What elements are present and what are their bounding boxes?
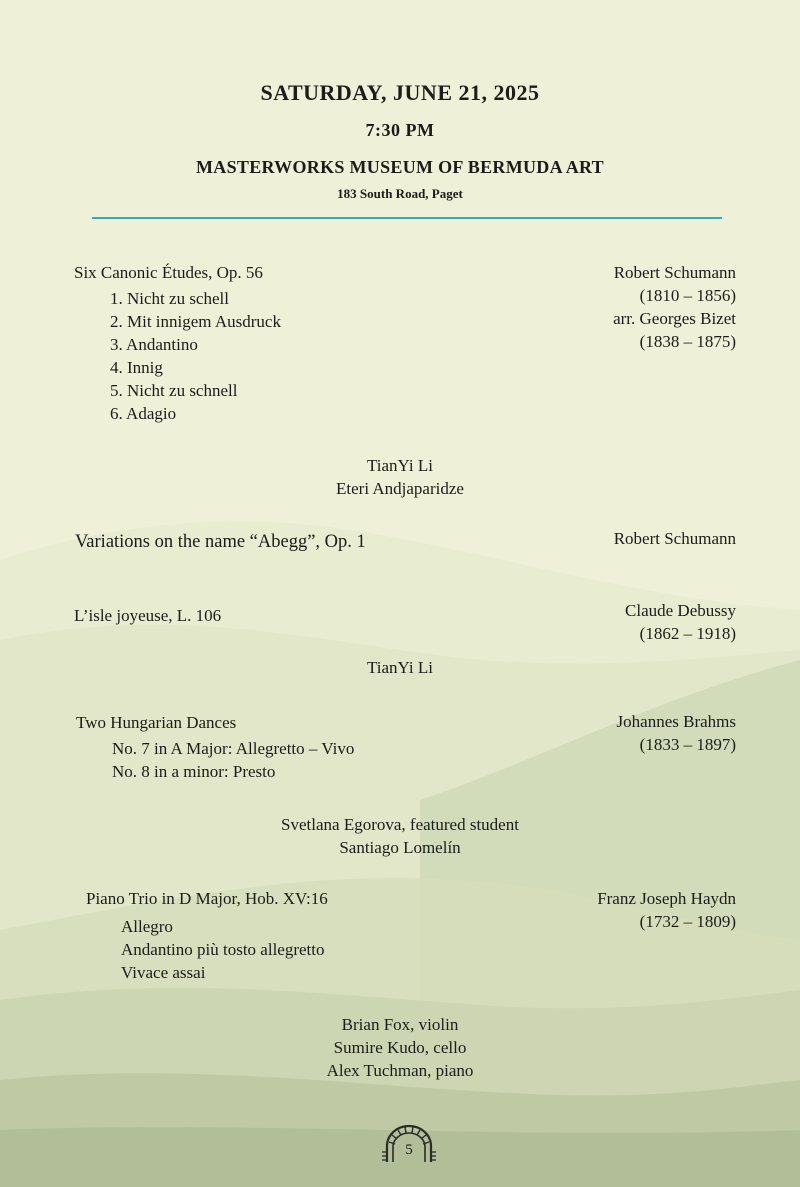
performers	[0, 813, 800, 859]
piece-title: Two Hungarian Dances	[76, 713, 237, 732]
performer: Sumire Kudo, cello	[333, 1038, 467, 1057]
composer-dates: (1810 – 1856)	[639, 286, 736, 305]
piece-title: L’isle joyeuse, L. 106	[74, 606, 222, 625]
piece-title: Piano Trio in D Major, Hob. XV:16	[86, 889, 328, 908]
venue-name: MASTERWORKS MUSEUM OF BERMUDA ART	[196, 157, 604, 177]
movement: 4. Innig	[110, 358, 163, 377]
movement: No. 7 in A Major: Allegretto – Vivo	[112, 739, 355, 758]
performer: Eteri Andjaparidze	[336, 479, 464, 498]
performer: Alex Tuchman, piano	[326, 1061, 474, 1080]
venue-address: 183 South Road, Paget	[337, 186, 463, 201]
page-number: 5	[405, 1142, 413, 1158]
composer-block	[597, 887, 736, 933]
performer: Santiago Lomelín	[339, 838, 461, 857]
movement: Andantino più tosto allegretto	[121, 940, 325, 959]
movement: Allegro	[121, 917, 173, 936]
performers	[0, 454, 800, 500]
performer: TianYi Li	[367, 658, 433, 677]
movement: 5. Nicht zu schnell	[110, 381, 238, 400]
composer-block	[625, 599, 736, 645]
arranger-name: arr. Georges Bizet	[613, 309, 736, 328]
composer-name: Franz Joseph Haydn	[597, 889, 736, 908]
composer-block	[617, 710, 736, 756]
composer-name: Robert Schumann	[613, 529, 736, 548]
movement-list	[110, 287, 281, 425]
composer-name: Johannes Brahms	[616, 712, 736, 731]
performer: Brian Fox, violin	[341, 1015, 459, 1034]
movement: 6. Adagio	[110, 404, 177, 423]
composer-block	[613, 261, 736, 353]
movement: 2. Mit innigem Ausdruck	[110, 312, 281, 331]
composer-dates: (1833 – 1897)	[639, 735, 736, 754]
piece-title: Six Canonic Études, Op. 56	[74, 263, 263, 282]
composer-dates: (1862 – 1918)	[639, 624, 736, 643]
concert-time: 7:30 PM	[365, 120, 435, 140]
movement: 3. Andantino	[110, 335, 198, 354]
performers	[0, 1013, 800, 1082]
arranger-dates: (1838 – 1875)	[639, 332, 736, 351]
concert-date: SATURDAY, JUNE 21, 2025	[260, 80, 540, 105]
composer-name: Claude Debussy	[625, 601, 736, 620]
movement: 1. Nicht zu schell	[110, 289, 229, 308]
movement-list	[112, 737, 354, 783]
movement: No. 8 in a minor: Presto	[112, 762, 276, 781]
movement: Vivace assai	[121, 963, 206, 982]
piece-title: Variations on the name “Abegg”, Op. 1	[75, 532, 366, 552]
composer-dates: (1732 – 1809)	[639, 912, 736, 931]
composer-name: Robert Schumann	[613, 263, 736, 282]
performer: Svetlana Egorova, featured student	[281, 815, 519, 834]
movement-list	[121, 915, 325, 984]
performer: TianYi Li	[367, 456, 433, 475]
header-divider	[92, 217, 722, 219]
